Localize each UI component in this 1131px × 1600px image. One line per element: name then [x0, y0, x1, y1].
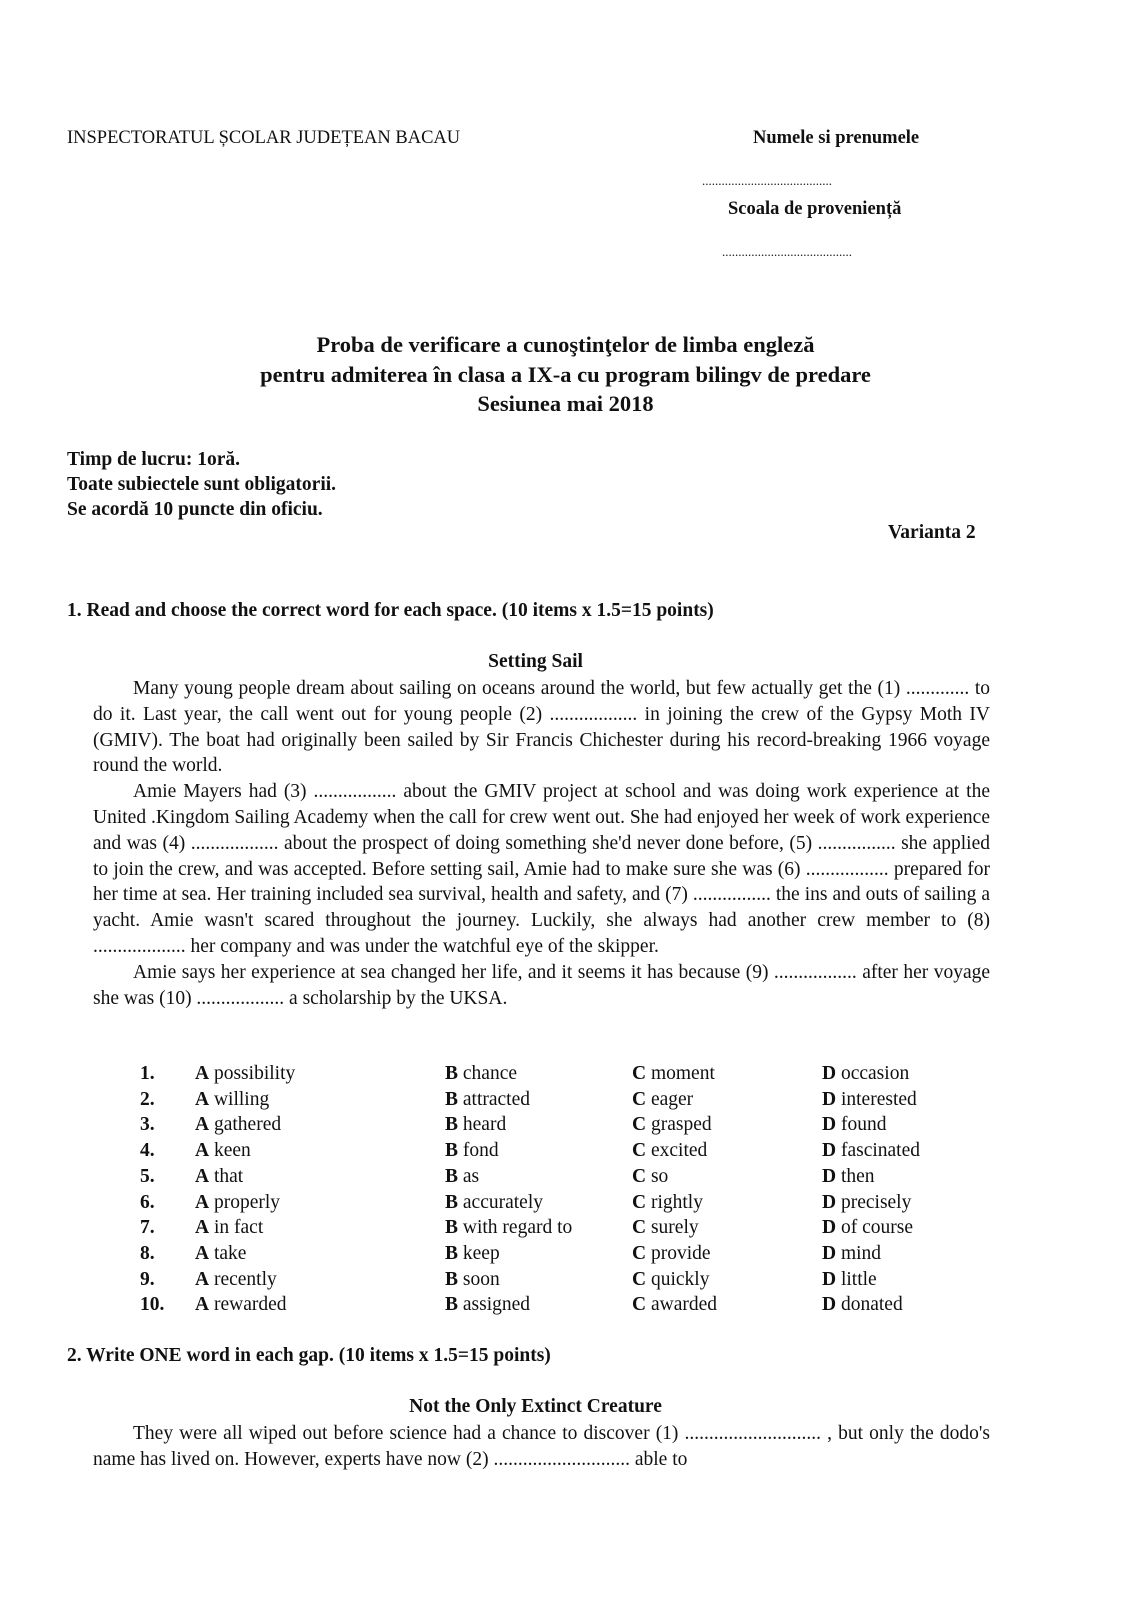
option-text: awarded — [650, 1294, 718, 1316]
section1-heading: 1. Read and choose the correct word for each space. (10 items x 1.5=15 points) — [67, 600, 714, 621]
option-text: then — [840, 1165, 875, 1187]
option-text: heard — [462, 1114, 507, 1136]
option-letter: B — [445, 1242, 459, 1264]
option-letter: B — [445, 1165, 459, 1187]
option-letter: A — [195, 1165, 210, 1187]
option-b[interactable] — [445, 1215, 632, 1241]
option-text: recently — [213, 1268, 277, 1290]
option-text: assigned — [462, 1294, 531, 1316]
section1-text — [93, 676, 990, 1011]
option-b[interactable] — [445, 1087, 632, 1113]
option-text: excited — [650, 1140, 708, 1162]
option-d[interactable] — [822, 1241, 1022, 1267]
section2-text-title: Not the Only Extinct Creature — [409, 1396, 662, 1417]
option-row — [140, 1292, 1022, 1318]
option-b[interactable] — [445, 1112, 632, 1138]
option-a[interactable] — [195, 1267, 445, 1293]
option-c[interactable] — [632, 1164, 822, 1190]
variant-label: Varianta 2 — [888, 522, 976, 543]
option-letter: B — [445, 1063, 459, 1084]
option-text: donated — [840, 1294, 903, 1316]
option-text: fond — [462, 1140, 499, 1162]
option-a[interactable] — [195, 1087, 445, 1113]
option-b[interactable] — [445, 1138, 632, 1164]
option-letter: D — [822, 1294, 837, 1316]
option-c[interactable] — [632, 1215, 822, 1241]
option-c[interactable] — [632, 1190, 822, 1216]
option-letter: B — [445, 1217, 459, 1239]
item-number: 9. — [140, 1268, 155, 1290]
option-text: occasion — [840, 1063, 910, 1084]
option-text: in fact — [213, 1217, 264, 1239]
option-c[interactable] — [632, 1267, 822, 1293]
option-d[interactable] — [822, 1190, 1022, 1216]
option-letter: D — [822, 1063, 837, 1084]
option-text: that — [213, 1165, 244, 1187]
option-text: surely — [650, 1217, 699, 1239]
option-row — [140, 1061, 1022, 1087]
option-text: of course — [840, 1217, 913, 1239]
option-text: rewarded — [213, 1294, 287, 1316]
option-row — [140, 1241, 1022, 1267]
option-letter: D — [822, 1165, 837, 1187]
option-d[interactable] — [822, 1267, 1022, 1293]
title-line-2: pentru admiterea în clasa a IX-a cu program bilingv de predare — [260, 361, 871, 387]
option-letter: B — [445, 1294, 459, 1316]
option-letter: C — [632, 1268, 647, 1290]
option-a[interactable] — [195, 1061, 445, 1087]
option-letter: C — [632, 1114, 647, 1136]
option-letter: A — [195, 1063, 210, 1084]
option-text: so — [650, 1165, 669, 1187]
option-row — [140, 1087, 1022, 1113]
option-letter: C — [632, 1088, 647, 1110]
option-c[interactable] — [632, 1241, 822, 1267]
option-c[interactable] — [632, 1292, 822, 1318]
title-line-3: Sesiunea mai 2018 — [477, 391, 654, 416]
option-letter: C — [632, 1140, 647, 1162]
option-c[interactable] — [632, 1087, 822, 1113]
option-text: soon — [462, 1268, 500, 1290]
section1-text-title: Setting Sail — [488, 651, 583, 672]
title-line-1: Proba de verificare a cunoştinţelor de limba engleză — [316, 332, 815, 357]
option-row — [140, 1190, 1022, 1216]
option-a[interactable] — [195, 1164, 445, 1190]
option-text: keen — [213, 1140, 251, 1162]
paragraph: Amie says her experience at sea changed her life, and it seems it has because (9) ................. after her voyage she was (10) .................. a scholarship by the UKSA. — [93, 961, 990, 1009]
option-c[interactable] — [632, 1138, 822, 1164]
option-text: interested — [840, 1088, 917, 1110]
option-b[interactable] — [445, 1292, 632, 1318]
option-a[interactable] — [195, 1138, 445, 1164]
option-text: eager — [650, 1088, 694, 1110]
option-text: willing — [213, 1088, 270, 1110]
school-field[interactable]: ........................................ — [722, 244, 852, 259]
option-a[interactable] — [195, 1215, 445, 1241]
option-row — [140, 1164, 1022, 1190]
exam-info — [67, 447, 336, 522]
option-letter: D — [822, 1191, 837, 1213]
option-d[interactable] — [822, 1164, 1022, 1190]
points-info: Se acordă 10 puncte din oficiu. — [67, 499, 323, 520]
option-text: with regard to — [462, 1217, 573, 1239]
option-letter: D — [822, 1140, 837, 1162]
option-d[interactable] — [822, 1215, 1022, 1241]
option-letter: A — [195, 1242, 210, 1264]
item-number: 2. — [140, 1088, 155, 1110]
option-letter: C — [632, 1165, 647, 1187]
option-a[interactable] — [195, 1190, 445, 1216]
option-letter: D — [822, 1268, 837, 1290]
paragraph: Many young people dream about sailing on oceans around the world, but few actually get the (1) ............. to do it. Last year, the call went out for young people (2) .................. in joining the crew of the Gypsy Moth IV (GMIV). The boat had originally been sailed by Sir Francis Chichester during his record-breaking 1966 voyage round the world. — [93, 678, 990, 777]
option-text: gathered — [213, 1114, 282, 1136]
item-number: 6. — [140, 1191, 155, 1213]
item-number: 4. — [140, 1140, 155, 1162]
option-letter: B — [445, 1140, 459, 1162]
school-label: Scoala de proveniență — [728, 199, 902, 219]
option-text: moment — [650, 1063, 715, 1084]
option-letter: C — [632, 1242, 647, 1264]
option-b[interactable] — [445, 1164, 632, 1190]
option-d[interactable] — [822, 1061, 1022, 1087]
option-text: mind — [840, 1242, 882, 1264]
option-c[interactable] — [632, 1112, 822, 1138]
option-d[interactable] — [822, 1138, 1022, 1164]
options-table — [140, 1061, 1022, 1318]
paragraph: They were all wiped out before science had a chance to discover (1) ............................ , but only the dodo's name has lived on. However, experts have now (2) ............................ able to — [93, 1423, 990, 1470]
option-text: provide — [650, 1242, 711, 1264]
option-text: attracted — [462, 1088, 531, 1110]
option-letter: D — [822, 1114, 837, 1136]
option-b[interactable] — [445, 1190, 632, 1216]
option-letter: B — [445, 1088, 459, 1110]
option-d[interactable] — [822, 1292, 1022, 1318]
option-d[interactable] — [822, 1112, 1022, 1138]
option-letter: D — [822, 1088, 837, 1110]
option-letter: C — [632, 1191, 647, 1213]
option-letter: A — [195, 1217, 210, 1239]
option-text: take — [213, 1242, 247, 1264]
option-a[interactable] — [195, 1241, 445, 1267]
option-letter: A — [195, 1114, 210, 1136]
option-text: accurately — [462, 1191, 543, 1213]
option-text: precisely — [840, 1191, 912, 1213]
name-field[interactable]: ........................................ — [702, 173, 832, 188]
item-number: 3. — [140, 1114, 155, 1136]
mandatory-info: Toate subiectele sunt obligatorii. — [67, 474, 337, 495]
option-text: properly — [213, 1191, 281, 1213]
option-b[interactable] — [445, 1241, 632, 1267]
name-label: Numele si prenumele — [753, 128, 920, 148]
option-text: as — [462, 1165, 480, 1187]
paragraph: Amie Mayers had (3) ................. about the GMIV project at school and was doing work experience at the United .Kingdom Sailing Academy when the call for crew went out. She had enjoyed her week of work experience and was (4) .................. about the prospect of doing something she'd never done before, (5) ................ she applied to join the crew, and was accepted. Before setting sail, Amie had to make sure she was (6) ................. prepared for her time at sea. Her training included sea survival, health and safety, and (7) ................ the ins and outs of sailing a yacht. Amie wasn't scared throughout the journey. Luckily, she always had another crew member to (8) ................... her company and was under the watchful eye of the skipper. — [93, 781, 990, 957]
option-row — [140, 1138, 1022, 1164]
option-letter: A — [195, 1294, 210, 1316]
option-letter: A — [195, 1088, 210, 1110]
section2-heading: 2. Write ONE word in each gap. (10 items x 1.5=15 points) — [67, 1345, 551, 1366]
item-number: 8. — [140, 1242, 155, 1264]
item-number: 1. — [140, 1063, 155, 1084]
option-text: fascinated — [840, 1140, 921, 1162]
option-b[interactable] — [445, 1267, 632, 1293]
option-letter: A — [195, 1268, 210, 1290]
option-letter: C — [632, 1294, 647, 1316]
option-letter: A — [195, 1140, 210, 1162]
option-text: quickly — [650, 1268, 710, 1290]
item-number: 5. — [140, 1165, 155, 1187]
option-row — [140, 1267, 1022, 1293]
section2-text — [93, 1421, 990, 1473]
option-a[interactable] — [195, 1112, 445, 1138]
option-text: rightly — [650, 1191, 703, 1213]
option-letter: D — [822, 1242, 837, 1264]
time-info: Timp de lucru: 1oră. — [67, 449, 240, 470]
option-letter: D — [822, 1217, 837, 1239]
option-text: keep — [462, 1242, 500, 1264]
item-number: 10. — [140, 1294, 165, 1316]
option-letter: B — [445, 1268, 459, 1290]
item-number: 7. — [140, 1217, 155, 1239]
option-row — [140, 1112, 1022, 1138]
option-text: little — [840, 1268, 877, 1290]
option-letter: A — [195, 1191, 210, 1213]
institution-name: INSPECTORATUL ȘCOLAR JUDEȚEAN BACAU — [67, 128, 461, 148]
exam-title — [0, 330, 1131, 419]
option-c[interactable] — [632, 1061, 822, 1087]
option-d[interactable] — [822, 1087, 1022, 1113]
option-letter: C — [632, 1217, 647, 1239]
option-letter: B — [445, 1114, 459, 1136]
option-row — [140, 1215, 1022, 1241]
option-text: chance — [462, 1063, 518, 1084]
option-a[interactable] — [195, 1292, 445, 1318]
option-text: grasped — [650, 1114, 712, 1136]
option-letter: B — [445, 1191, 459, 1213]
option-b[interactable] — [445, 1061, 632, 1087]
option-letter: C — [632, 1063, 647, 1084]
option-text: found — [840, 1114, 887, 1136]
option-text: possibility — [213, 1063, 296, 1084]
